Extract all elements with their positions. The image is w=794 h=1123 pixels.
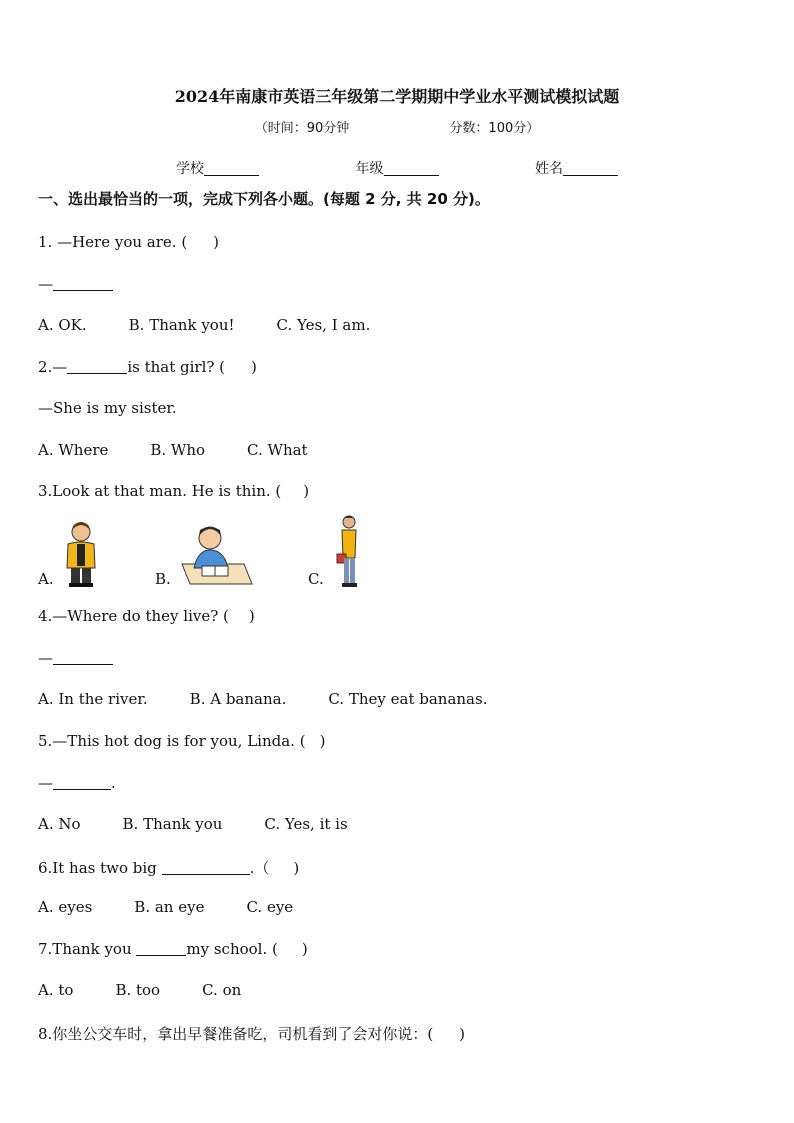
question-1-text: 1. —Here you are. ( <box>38 233 188 251</box>
question-2-blank[interactable] <box>67 359 127 374</box>
question-1-reply <box>38 275 113 293</box>
school-field <box>176 158 259 178</box>
question-1-blank[interactable] <box>53 276 113 291</box>
question-6-option-b[interactable]: B. an eye <box>134 898 205 916</box>
thin-man-icon[interactable] <box>332 514 362 588</box>
question-2-option-a[interactable]: A. Where <box>38 441 109 459</box>
question-5-option-c[interactable]: C. Yes, it is <box>264 815 348 833</box>
question-4-option-c[interactable]: C. They eat bananas. <box>328 690 488 708</box>
question-1-stem <box>38 233 219 251</box>
question-2-text: is that girl? ( <box>127 358 226 376</box>
question-6-option-c[interactable]: C. eye <box>246 898 294 916</box>
question-7-post: my school. ( <box>186 940 278 958</box>
question-2-option-c[interactable]: C. What <box>247 441 308 459</box>
question-7-paren: ) <box>301 940 308 958</box>
question-7-option-c[interactable]: C. on <box>202 981 242 999</box>
question-5-dash: — <box>38 774 53 792</box>
exam-title: 2024年南康市英语三年级第二学期期中学业水平测试模拟试题 <box>174 87 620 106</box>
question-7-option-a[interactable]: A. to <box>38 981 74 999</box>
question-4-paren: ) <box>248 607 255 625</box>
question-2-options <box>38 441 350 459</box>
question-5-text: 5.—This hot dog is for you, Linda. ( <box>38 732 306 750</box>
name-label: 姓名 <box>534 161 563 177</box>
question-8-paren: ) <box>459 1025 466 1043</box>
question-8-text: 8.你坐公交车时，拿出早餐准备吃，司机看到了会对你说：( <box>38 1025 434 1043</box>
question-2-paren: ) <box>251 358 257 376</box>
question-6-options <box>38 898 335 916</box>
question-7-stem <box>38 940 308 958</box>
school-label: 学校 <box>176 161 205 177</box>
question-7-text: 7.Thank you <box>38 940 132 958</box>
question-2-option-b[interactable]: B. Who <box>150 441 206 459</box>
question-1-option-a[interactable]: A. OK. <box>38 316 87 334</box>
name-field <box>535 158 618 178</box>
student-info-row <box>0 158 794 178</box>
question-4-reply <box>38 649 113 667</box>
question-7-option-b[interactable]: B. too <box>115 981 161 999</box>
question-3-option-c-label[interactable]: C. <box>308 570 324 588</box>
question-3-option-b-label[interactable]: B. <box>155 570 171 588</box>
question-1-dash: — <box>38 275 53 293</box>
grade-blank[interactable] <box>384 161 439 176</box>
boy-standing-icon[interactable] <box>62 520 100 588</box>
grade-label: 年级 <box>355 161 384 177</box>
question-5-paren: ) <box>319 732 326 750</box>
question-4-option-b[interactable]: B. A banana. <box>189 690 287 708</box>
question-5-period: . <box>111 774 116 792</box>
question-1-option-c[interactable]: C. Yes, I am. <box>276 316 371 334</box>
question-5-options <box>38 815 390 833</box>
question-4-blank[interactable] <box>53 650 113 665</box>
exam-subtitle <box>0 117 794 136</box>
question-3-stem <box>38 482 309 500</box>
question-2-reply: —She is my sister. <box>38 399 177 417</box>
question-5-option-a[interactable]: A. No <box>38 815 81 833</box>
name-blank[interactable] <box>563 161 618 176</box>
grade-field <box>356 158 439 178</box>
question-4-option-a[interactable]: A. In the river. <box>38 690 148 708</box>
question-4-options <box>38 690 529 708</box>
question-4-text: 4.—Where do they live? ( <box>38 607 229 625</box>
question-1-options <box>38 316 412 334</box>
question-6-blank[interactable] <box>162 860 250 875</box>
question-3-pictures <box>38 512 418 590</box>
question-5-blank[interactable] <box>53 775 111 790</box>
question-5-option-b[interactable]: B. Thank you <box>122 815 223 833</box>
question-5-reply <box>38 774 116 792</box>
question-3-paren: ) <box>303 482 310 500</box>
question-1-option-b[interactable]: B. Thank you! <box>128 316 235 334</box>
question-2-prefix: 2.— <box>38 358 68 376</box>
time-limit: （时间：90分钟 <box>254 121 350 136</box>
question-4-dash: — <box>38 649 53 667</box>
question-6-post: .（ <box>249 859 270 877</box>
question-3-text: 3.Look at that man. He is thin. ( <box>38 482 282 500</box>
question-2-stem <box>38 358 257 376</box>
question-3-option-a-label[interactable]: A. <box>38 570 54 588</box>
question-1-paren: ) <box>213 233 220 251</box>
question-6-stem <box>38 857 299 878</box>
question-6-paren: ) <box>293 859 300 877</box>
total-score: 分数：100分） <box>449 121 540 136</box>
section-heading: 一、选出最恰当的一项，完成下列各小题。(每题 2 分, 共 20 分)。 <box>38 190 490 208</box>
question-4-stem <box>38 607 255 625</box>
question-6-text: 6.It has two big <box>38 859 157 877</box>
boy-writing-at-desk-icon[interactable] <box>180 524 254 586</box>
school-blank[interactable] <box>204 161 259 176</box>
question-7-blank[interactable] <box>136 941 186 956</box>
question-5-stem <box>38 732 325 750</box>
question-6-option-a[interactable]: A. eyes <box>38 898 93 916</box>
question-7-options <box>38 981 283 999</box>
question-8-stem <box>38 1023 465 1044</box>
